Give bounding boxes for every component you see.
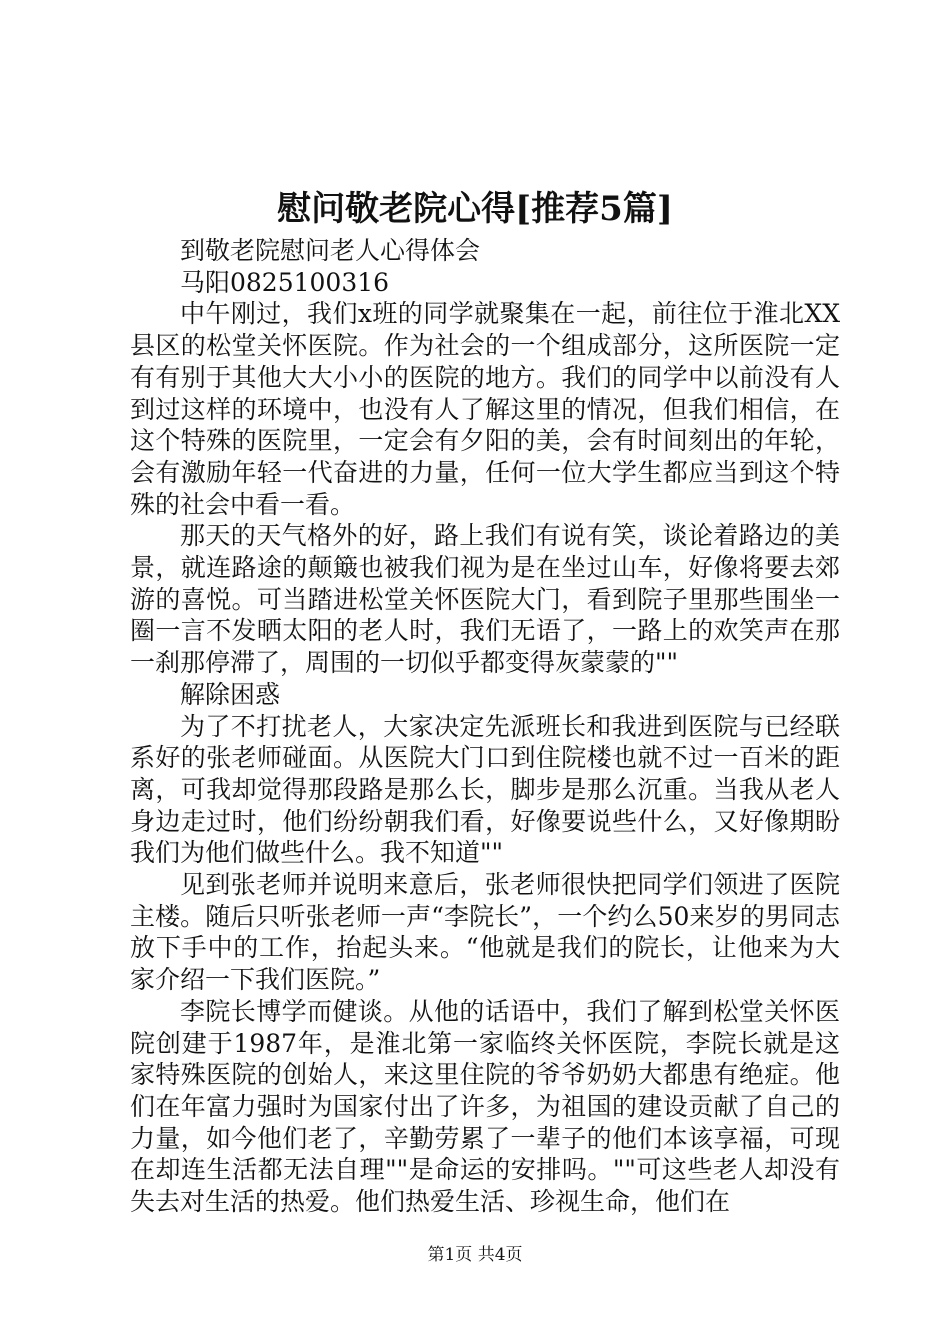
section-heading: 解除困惑 bbox=[180, 679, 281, 709]
paragraph: 为了不打扰老人，大家决定先派班长和我进到医院与已经联系好的张老师碰面。从医院大门口到住院楼也就不过一百米的距离，可我却觉得那段路是那么长，脚步是那么沉重。当我从老人身边走过时，他们纷纷朝我们看，好像要说些什么，又好像期盼我们为他们做些什么。我不知道"" bbox=[130, 711, 840, 868]
page-number: 第1页 共4页 bbox=[427, 1245, 523, 1265]
paragraph: 李院长博学而健谈。从他的话语中，我们了解到松堂关怀医院创建于1987年，是淮北第一家临终关怀医院，李院长就是这家特殊医院的创始人，来这里住院的爷爷奶奶大都患有绝症。他们在年富力强时为国家付出了许多，为祖国的建设贡献了自己的力量，如今他们老了，辛勤劳累了一辈子的他们本该享福，可现在却连生活都无法自理""是命运的安排吗。""可这些老人却没有失去对生活的热爱。他们热爱生活、珍视生命，他们在 bbox=[130, 996, 840, 1217]
subtitle: 到敬老院慰问老人心得体会 bbox=[180, 236, 481, 265]
document-body bbox=[130, 235, 840, 1218]
paragraph: 中午刚过，我们x班的同学就聚集在一起，前往位于淮北XX县区的松堂关怀医院。作为社会的一个组成部分，这所医院一定有有别于其他大大小小的医院的地方。我们的同学中以前没有人到过这样的环境中，也没有人了解这里的情况，但我们相信，在这个特殊的医院里，一定会有夕阳的美，会有时间刻出的年轮，会有激励年轻一代奋进的力量，任何一位大学生都应当到这个特殊的社会中看一看。 bbox=[130, 299, 840, 519]
page-title: 慰问敬老院心得[推荐5篇] bbox=[277, 189, 673, 229]
author-line: 马阳0825100316 bbox=[180, 267, 390, 297]
paragraph: 见到张老师并说明来意后，张老师很快把同学们领进了医院主楼。随后只听张老师一声“李院长”，一个约么50来岁的男同志放下手中的工作，抬起头来。“他就是我们的院长，让他来为大家介绍一下我们医院。” bbox=[130, 870, 840, 995]
paragraph: 那天的天气格外的好，路上我们有说有笑，谈论着路边的美景，就连路途的颠簸也被我们视为是在坐过山车，好像将要去郊游的喜悦。可当踏进松堂关怀医院大门，看到院子里那些围坐一圈一言不发晒太阳的老人时，我们无语了，一路上的欢笑声在那一刹那停滞了，周围的一切似乎都变得灰蒙蒙的"" bbox=[130, 521, 840, 678]
